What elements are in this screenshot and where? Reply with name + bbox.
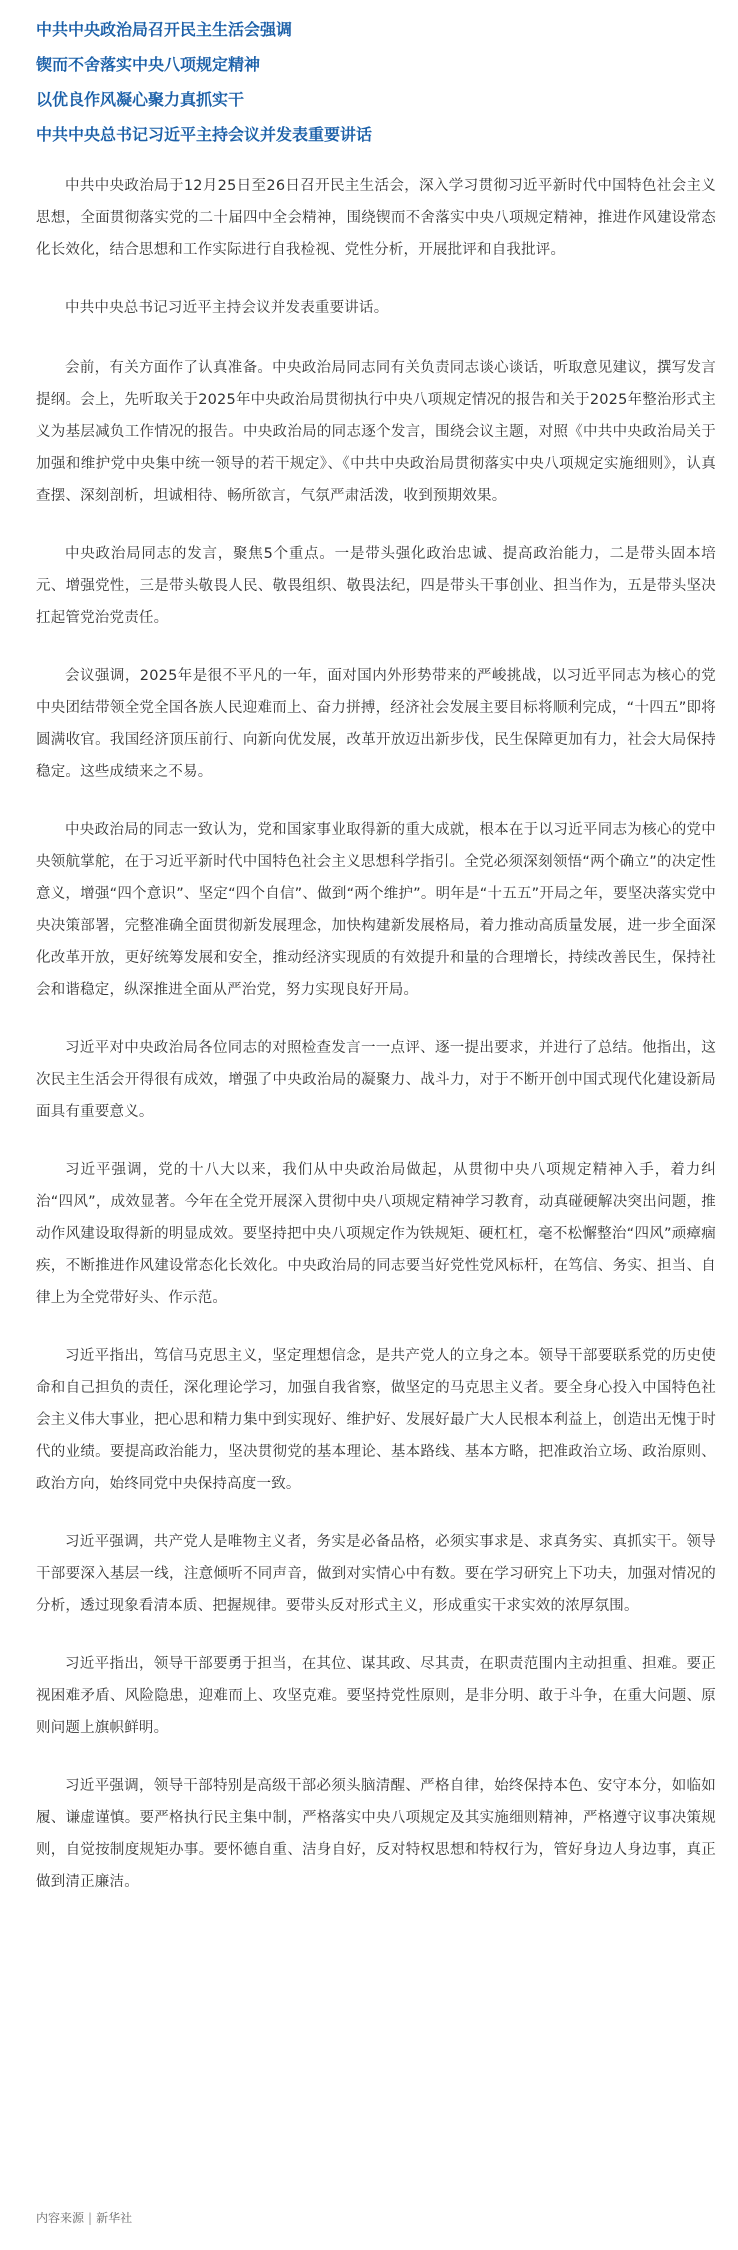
paragraph-self-discipline: 习近平强调，领导干部特别是高级干部必须头脑清醒、严格自律，始终保持本色、安守本分，如临如履、谦虚谨慎。要严格执行民主集中制，严格落实中央八项规定及其实施细则精神，严格遵守议事决策规则，自觉按制度规矩办事。要怀德自重、洁身自好，反对特权思想和特权行为，管好身边人身边事，真正做到清正廉洁。: [36, 1778, 716, 1890]
paragraph-five-focus-points: 中央政治局同志的发言，聚焦5个重点。一是带头强化政治忠诚、提高政治能力，二是带头固本培元、增强党性，三是带头敬畏人民、敬畏组织、敬畏法纪，四是带头干事创业、担当作为，五是带头坚决扛起管党治党责任。: [36, 546, 716, 626]
paragraph-summary: 习近平对中央政治局各位同志的对照检查发言一一点评、逐一提出要求，并进行了总结。他指出，这次民主生活会开得很有成效，增强了中央政治局的凝聚力、战斗力，对于不断开创中国式现代化建设新局面具有重要意义。: [36, 1040, 716, 1120]
headline-block: [36, 12, 716, 152]
paragraph-year-review: 会议强调，2025年是很不平凡的一年，面对国内外形势带来的严峻挑战，以习近平同志为核心的党中央团结带领全党全国各族人民迎难而上、奋力拼搏，经济社会发展主要目标将顺利完成，“十四五”即将圆满收官。我国经济顶压前行、向新向优发展，改革开放迈出新步伐，民生保障更加有力，社会大局保持稳定。这些成绩来之不易。: [36, 668, 716, 780]
source-name: 新华社: [96, 2211, 133, 2225]
paragraph-preparation: 会前，有关方面作了认真准备。中央政治局同志同有关负责同志谈心谈话，听取意见建议，撰写发言提纲。会上，先听取关于2025年中央政治局贯彻执行中央八项规定情况的报告和关于2025年整治形式主义为基层减负工作情况的报告。中央政治局的同志逐个发言，围绕会议主题，对照《中共中央政治局关于加强和维护党中央集中统一领导的若干规定》、《中共中央政治局贯彻落实中央八项规定实施细则》，认真查摆、深刻剖析，坦诚相待、畅所欲言，气氛严肃活泼，收到预期效果。: [36, 360, 716, 504]
paragraph-pragmatism: 习近平强调，共产党人是唯物主义者，务实是必备品格，必须实事求是、求真务实、真抓实干。领导干部要深入基层一线，注意倾听不同声音，做到对实情心中有数。要在学习研究上下功夫，加强对情况的分析，透过现象看清本质、把握规律。要带头反对形式主义，形成重实干求实效的浓厚氛围。: [36, 1534, 716, 1614]
paragraph-marxism: 习近平指出，笃信马克思主义，坚定理想信念，是共产党人的立身之本。领导干部要联系党的历史使命和自己担负的责任，深化理论学习，加强自我省察，做坚定的马克思主义者。要全身心投入中国特色社会主义伟大事业，把心思和精力集中到实现好、维护好、发展好最广大人民根本利益上，创造出无愧于时代的业绩。要提高政治能力，坚决贯彻党的基本理论、基本路线、基本方略，把准政治立场、政治原则、政治方向，始终同党中央保持高度一致。: [36, 1348, 716, 1492]
headline-line-1: 中共中央政治局召开民主生活会强调: [36, 20, 293, 39]
article-body: [36, 170, 716, 1898]
paragraph-responsibility: 习近平指出，领导干部要勇于担当，在其位、谋其政、尽其责，在职责范围内主动担重、担难。要正视困难矛盾、风险隐患，迎难而上、攻坚克难。要坚持党性原则，是非分明、敢于斗争，在重大问题、原则问题上旗帜鲜明。: [36, 1656, 716, 1736]
paragraph-presided: 中共中央总书记习近平主持会议并发表重要讲话。: [65, 300, 389, 316]
headline-line-4: 中共中央总书记习近平主持会议并发表重要讲话: [36, 125, 373, 144]
paragraph-eight-point-rules: 习近平强调，党的十八大以来，我们从中央政治局做起，从贯彻中央八项规定精神入手，着力纠治“四风”，成效显著。今年在全党开展深入贯彻中央八项规定精神学习教育，动真碰硬解决突出问题，推动作风建设取得新的明显成效。要坚持把中央八项规定作为铁规矩、硬杠杠，毫不松懈整治“四风”顽瘴痼疾，不断推进作风建设常态化长效化。中央政治局的同志要当好党性党风标杆，在笃信、务实、担当、自律上为全党带好头、作示范。: [36, 1162, 716, 1306]
source-separator: |: [88, 2211, 93, 2225]
paragraph-meeting-intro: 中共中央政治局于12月25日至26日召开民主生活会，深入学习贯彻习近平新时代中国特色社会主义思想，全面贯彻落实党的二十届四中全会精神，围绕锲而不舍落实中央八项规定精神，推进作风建设常态化长效化，结合思想和工作实际进行自我检视、党性分析，开展批评和自我批评。: [36, 178, 716, 258]
source-label: 内容来源: [36, 2211, 85, 2225]
headline-line-3: 以优良作风凝心聚力真抓实干: [36, 90, 245, 109]
content-source: [36, 2208, 132, 2228]
paragraph-consensus: 中央政治局的同志一致认为，党和国家事业取得新的重大成就，根本在于以习近平同志为核心的党中央领航掌舵，在于习近平新时代中国特色社会主义思想科学指引。全党必须深刻领悟“两个确立”的决定性意义，增强“四个意识”、坚定“四个自信”、做到“两个维护”。明年是“十五五”开局之年，要坚决落实党中央决策部署，完整准确全面贯彻新发展理念，加快构建新发展格局，着力推动高质量发展，进一步全面深化改革开放，更好统筹发展和安全，推动经济实现质的有效提升和量的合理增长，持续改善民生，保持社会和谐稳定，纵深推进全面从严治党，努力实现良好开局。: [36, 822, 716, 998]
headline-line-2: 锲而不舍落实中央八项规定精神: [36, 55, 261, 74]
